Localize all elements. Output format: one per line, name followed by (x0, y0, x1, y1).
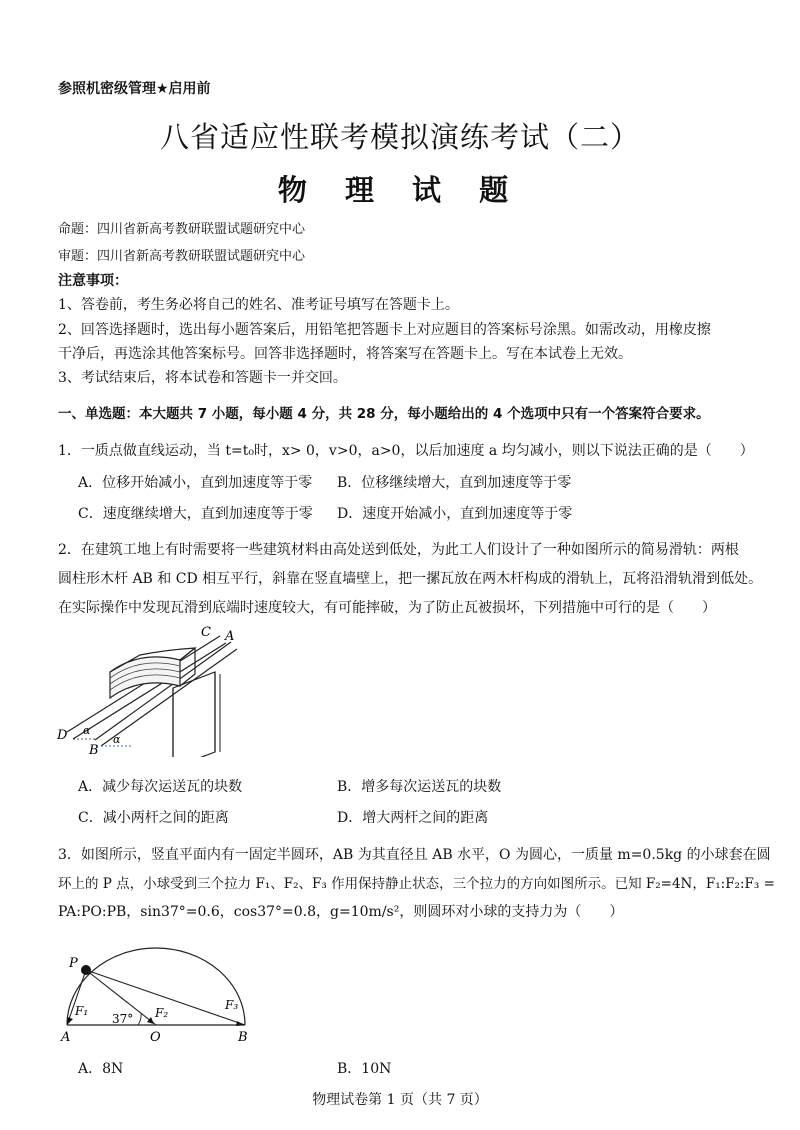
q1-stem: 1．一质点做直线运动，当 t=t₀时，x> 0，v>0，a>0，以后加速度 a 均匀减小，则以下说法正确的是（ ） (58, 443, 754, 459)
confidentiality-label: 参照机密级管理★启用前 (58, 81, 211, 97)
note-item: 3、考试结束后，将本试卷和答题卡一并交回。 (58, 370, 347, 386)
q1-option-c: C．速度继续增大，直到加速度等于零 (78, 506, 313, 522)
q2-line: 在实际操作中发现瓦滑到底端时速度较大，有可能摔破，为了防止瓦被损坏，下列措施中可行的是（ ） (58, 600, 716, 616)
label-b: B (89, 743, 99, 757)
q3-option-b: B．10N (337, 1061, 392, 1077)
note-item: 2、回答选择题时，选出每小题答案后，用铅笔把答题卡上对应题目的答案标号涂黑。如需改动，用橡皮擦 (58, 322, 711, 338)
subject-title: 物 理 试 题 (277, 173, 523, 207)
label-b: B (238, 1030, 248, 1045)
label-f2: F₂ (155, 1006, 169, 1020)
q2-line: 2．在建筑工地上有时需要将一些建筑材料由高处送到低处，为此工人们设计了一种如图所示的简易滑轨：两根 (58, 542, 739, 558)
exam-title: 八省适应性联考模拟演练考试（二） (159, 120, 640, 154)
q2-option-a: A．减少每次运送瓦的块数 (78, 779, 243, 795)
q3-line: PA:PO:PB，sin37°=0.6，cos37°=0.8，g=10m/s²，则圆环对小球的支持力为（ ） (58, 904, 624, 920)
q1-option-d: D．速度开始减小，直到加速度等于零 (337, 506, 573, 522)
label-f1: F₁ (75, 1004, 89, 1018)
arrow-f2 (147, 1017, 154, 1024)
q3-line: 环上的 P 点，小球受到三个拉力 F₁、F₂、F₃ 作用保持静止状态，三个拉力的方向如图所示。已知 F₂=4N，F₁:F₂:F₃ = (58, 876, 775, 892)
note-item: 干净后，再选涂其他答案标号。回答非选择题时，将答案写在答题卡上。写在本试卷上无效。 (58, 346, 632, 362)
page-footer: 物理试卷第 1 页（共 7 页） (312, 1092, 488, 1108)
label-d: D (57, 728, 68, 743)
arrow-f1 (67, 1017, 73, 1024)
angle-alpha-1: α (83, 724, 91, 737)
label-p: P (69, 956, 78, 971)
q2-option-d: D．增大两杆之间的距离 (337, 810, 489, 826)
q2-line: 圆柱形木杆 AB 和 CD 相互平行，斜靠在竖直墙壁上，把一摞瓦放在两木杆构成的滑轨上，瓦将沿滑轨滑到低处。 (58, 571, 763, 587)
q3-option-a: A．8N (78, 1061, 124, 1077)
notes-heading: 注意事项： (58, 273, 128, 289)
q1-option-a: A．位移开始减小，直到加速度等于零 (78, 475, 313, 491)
label-c: C (201, 625, 211, 640)
label-a: A (61, 1030, 71, 1045)
reviewer-line: 审题：四川省新高考教研联盟试题研究中心 (58, 249, 306, 264)
angle-alpha-2: α (113, 733, 121, 746)
note-item: 1、答卷前，考生务必将自己的姓名、准考证号填写在答题卡上。 (58, 297, 459, 313)
q1-option-b: B．位移继续增大，直到加速度等于零 (337, 475, 572, 491)
label-o: O (150, 1030, 161, 1045)
q2-option-b: B．增多每次运送瓦的块数 (337, 779, 502, 795)
q3-semicircle-figure (55, 945, 275, 1045)
label-angle: 37° (112, 1012, 134, 1026)
label-a: A (225, 629, 235, 644)
label-f3: F₃ (225, 998, 239, 1012)
author-line: 命题：四川省新高考教研联盟试题研究中心 (58, 222, 306, 237)
section-heading: 一、单选题：本大题共 7 小题，每小题 4 分，共 28 分，每小题给出的 4 个选项中只有一个答案符合要求。 (58, 406, 710, 422)
q2-option-c: C．减小两杆之间的距离 (78, 810, 229, 826)
q2-rail-figure (55, 622, 255, 757)
q3-line: 3．如图所示，竖直平面内有一固定半圆环，AB 为其直径且 AB 水平，O 为圆心，一质量 m=0.5kg 的小球套在圆 (58, 847, 771, 863)
